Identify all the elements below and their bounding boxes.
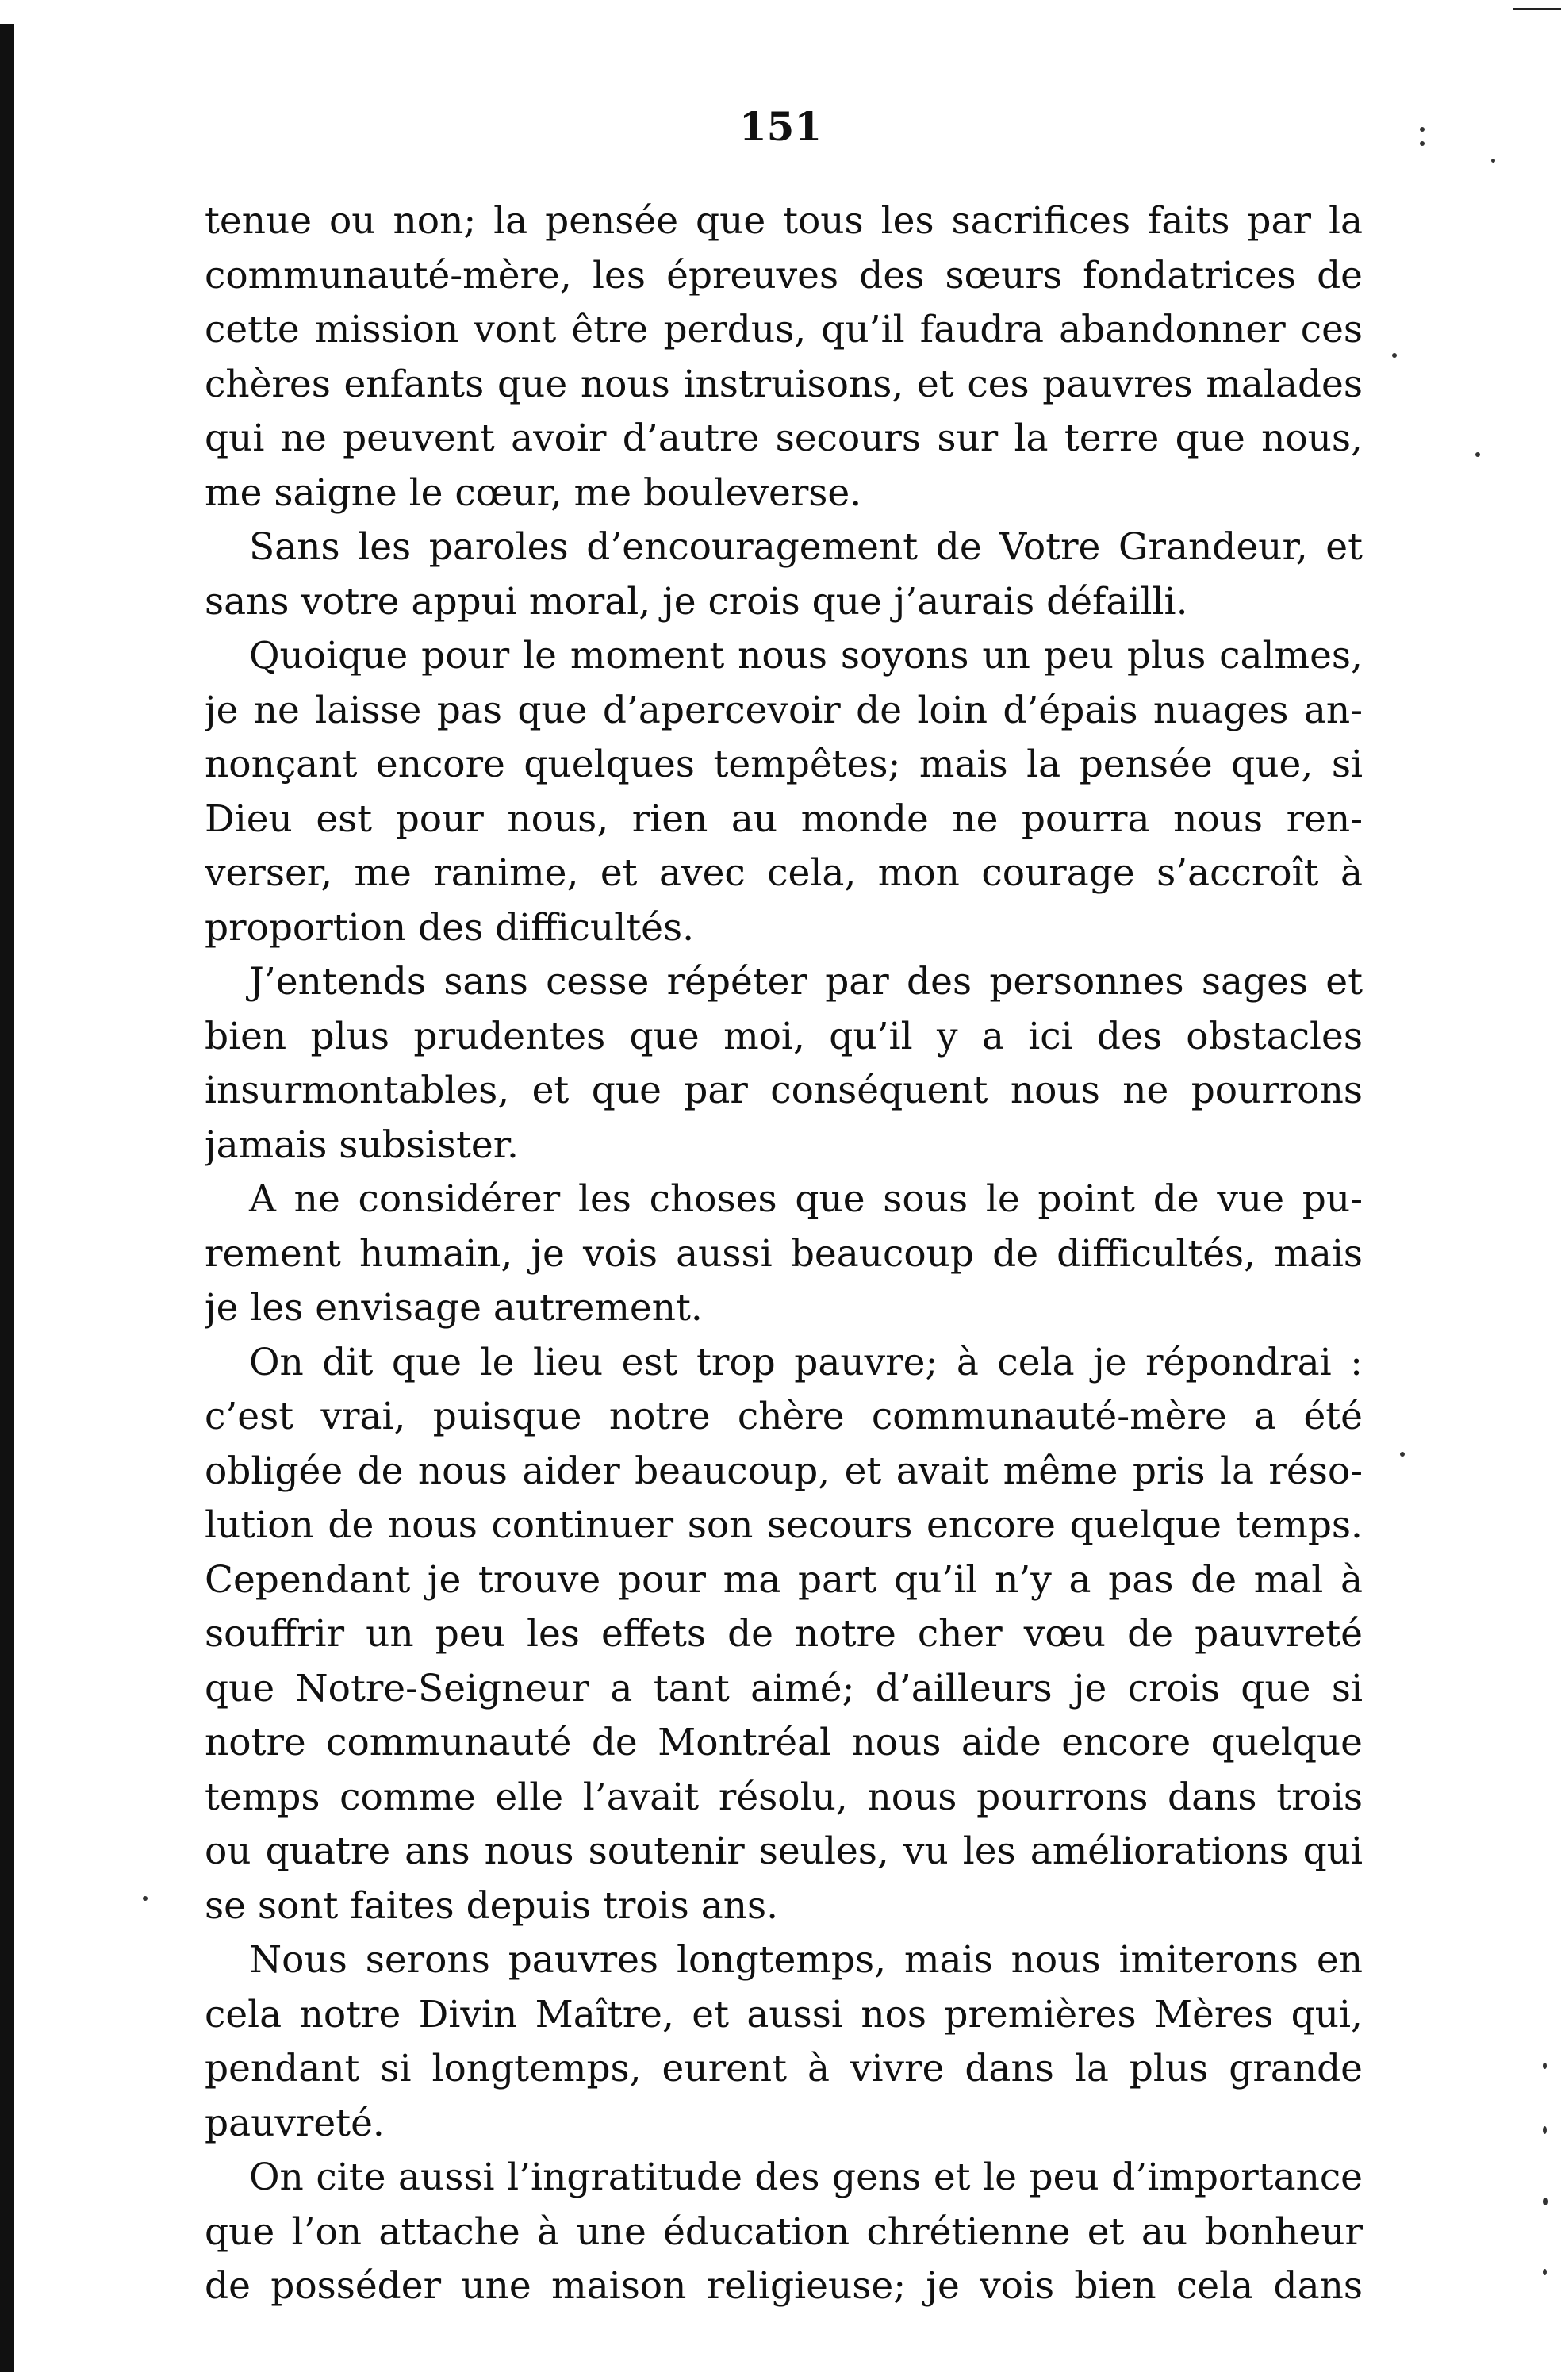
text-line: bien plus prudentes que moi, qu’il y a ici des obstacles xyxy=(205,1014,1363,1058)
body-text xyxy=(205,194,1363,2314)
text-line: cette mission vont être perdus, qu’il faudra abandonner ces xyxy=(205,308,1363,351)
text-line: temps comme elle l’avait résolu, nous pourrons dans trois xyxy=(205,1775,1363,1819)
text-line: me saigne le cœur, me bouleverse. xyxy=(205,470,862,515)
text-line: je les envisage autrement. xyxy=(205,1286,703,1330)
scan-speck xyxy=(1491,159,1495,163)
text-line: communauté-mère, les épreuves des sœurs fondatrices de xyxy=(205,253,1363,298)
text-line: pendant si longtemps, eurent à vivre dans la plus grande xyxy=(205,2047,1363,2090)
text-line: c’est vrai, puisque notre chère communauté-mère a été xyxy=(205,1395,1363,1438)
text-line: lution de nous continuer son secours encore quelque temps. xyxy=(205,1503,1363,1547)
text-line: Sans les paroles d’encouragement de Votre Grandeur, et xyxy=(249,525,1363,569)
text-line: Dieu est pour nous, rien au monde ne pourra nous ren- xyxy=(205,797,1363,841)
text-line: verser, me ranime, et avec cela, mon courage s’accroît à xyxy=(205,851,1363,895)
text-line: Cependant je trouve pour ma part qu’il n’y a pas de mal à xyxy=(205,1557,1363,1602)
scan-speck xyxy=(1543,2198,1548,2205)
scan-corner-rule xyxy=(1513,8,1561,10)
text-line: nonçant encore quelques tempêtes; mais la pensée que, si xyxy=(205,743,1363,786)
text-line: obligée de nous aider beaucoup, et avait même pris la réso- xyxy=(205,1449,1363,1493)
scan-speck xyxy=(1543,2126,1547,2134)
text-line: de posséder une maison religieuse; je vois bien cela dans xyxy=(205,2264,1363,2308)
text-line: Nous serons pauvres longtemps, mais nous imiterons en xyxy=(249,1938,1363,1982)
text-line: je ne laisse pas que d’apercevoir de loin d’épais nuages an- xyxy=(205,688,1363,732)
scan-speck xyxy=(1420,127,1425,132)
text-line: On cite aussi l’ingratitude des gens et le peu d’importance xyxy=(249,2155,1363,2199)
text-line: J’entends sans cesse répéter par des personnes sages et xyxy=(249,960,1363,1004)
text-line: insurmontables, et que par conséquent nous ne pourrons xyxy=(205,1069,1363,1112)
text-line: que l’on attache à une éducation chrétienne et au bonheur xyxy=(205,2209,1363,2254)
text-line: jamais subsister. xyxy=(205,1123,519,1167)
scan-speck xyxy=(143,1896,148,1901)
text-line: cela notre Divin Maître, et aussi nos premières Mères qui, xyxy=(205,1992,1363,2036)
scan-speck xyxy=(1400,1452,1405,1457)
text-line: qui ne peuvent avoir d’autre secours sur la terre que nous, xyxy=(205,416,1363,460)
scan-binding-edge xyxy=(0,24,14,2372)
scan-speck xyxy=(1543,2269,1547,2275)
text-line: sans votre appui moral, je crois que j’aurais défailli. xyxy=(205,579,1188,624)
text-line: souffrir un peu les effets de notre cher vœu de pauvreté xyxy=(205,1612,1363,1656)
text-line: proportion des difficultés. xyxy=(205,905,695,950)
scan-speck xyxy=(1475,452,1480,457)
scan-speck xyxy=(1420,141,1425,146)
text-line: notre communauté de Montréal nous aide encore quelque xyxy=(205,1721,1363,1764)
page-number: 151 xyxy=(738,103,823,150)
text-line: On dit que le lieu est trop pauvre; à cela je répondrai : xyxy=(249,1340,1363,1384)
text-line: que Notre-Seigneur a tant aimé; d’ailleurs je crois que si xyxy=(205,1666,1363,1710)
text-line: rement humain, je vois aussi beaucoup de difficultés, mais xyxy=(205,1231,1363,1276)
text-line: pauvreté. xyxy=(205,2101,385,2145)
scan-speck xyxy=(1543,2063,1547,2069)
text-line: A ne considérer les choses que sous le point de vue pu- xyxy=(249,1177,1363,1221)
text-line: Quoique pour le moment nous soyons un peu plus calmes, xyxy=(249,634,1363,678)
scan-speck xyxy=(1392,353,1397,358)
text-line: chères enfants que nous instruisons, et ces pauvres malades xyxy=(205,362,1363,406)
text-line: ou quatre ans nous soutenir seules, vu les améliorations qui xyxy=(205,1829,1363,1873)
text-line: se sont faites depuis trois ans. xyxy=(205,1883,779,1928)
text-line: tenue ou non; la pensée que tous les sacrifices faits par la xyxy=(205,199,1363,243)
